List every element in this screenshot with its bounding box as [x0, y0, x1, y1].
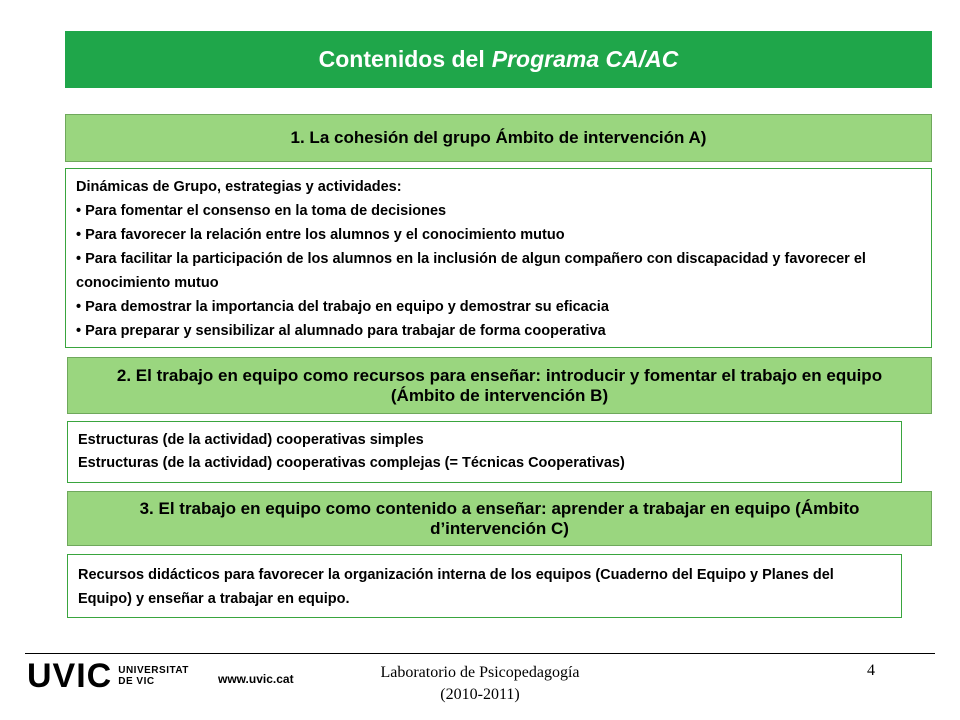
section3-header-text: 3. El trabajo en equipo como contenido a enseñar: aprender a trabajar en equipo (Ámbito d’intervención C): [139, 498, 860, 538]
section2-content: [67, 421, 902, 483]
uvic-logo-subtitle: [118, 665, 189, 687]
footer-lab-name: Laboratorio de Psicopedagogía: [380, 664, 580, 681]
section1-line: • Para favorecer la relación entre los alumnos y el conocimiento mutuo: [76, 227, 565, 243]
section1-line: • Para preparar y sensibilizar al alumnado para trabajar de forma cooperativa: [76, 323, 606, 339]
section1-line: • Para demostrar la importancia del trabajo en equipo y demostrar su eficacia: [76, 299, 609, 315]
section1-line: • Para fomentar el consenso en la toma de decisiones: [76, 203, 447, 219]
slide-title-italic: Programa CA/AC: [491, 46, 679, 72]
section1-content: [65, 168, 932, 348]
section2-line: Estructuras (de la actividad) cooperativas complejas (= Técnicas Cooperativas): [78, 455, 625, 471]
section1-line: • Para facilitar la participación de los alumnos en la inclusión de algun compañero con discapacidad y favorecer el conocimiento mutuo: [76, 251, 866, 291]
section1-header: [65, 114, 932, 162]
slide-title-main: Contenidos del: [318, 46, 485, 72]
uvic-logo: [27, 657, 189, 695]
section2-line: Estructuras (de la actividad) cooperativas simples: [78, 432, 424, 448]
section1-header-text: 1. La cohesión del grupo Ámbito de intervención A): [290, 128, 707, 147]
section2-header: [67, 357, 932, 414]
uvic-logo-text: UVIC: [27, 657, 113, 695]
section2-header-text: 2. El trabajo en equipo como recursos para enseñar: introducir y fomentar el trabajo en equipo (Ámbito de intervención B): [116, 365, 883, 405]
website-url: www.uvic.cat: [218, 672, 294, 686]
section1-line: Dinámicas de Grupo, estrategias y actividades:: [76, 179, 402, 195]
page-number: 4: [867, 662, 875, 679]
footer-center: [330, 662, 630, 706]
footer-divider: [25, 653, 935, 654]
section3-content: [67, 554, 902, 618]
slide-title: [65, 31, 932, 88]
section3-header: [67, 491, 932, 546]
section3-line: Recursos didácticos para favorecer la organización interna de los equipos (Cuaderno del Equipo y Planes del Equipo) y enseñar a trabajar en equipo.: [78, 567, 834, 607]
footer-year: (2010-2011): [440, 686, 520, 703]
uvic-logo-sub2: DE VIC: [118, 676, 155, 687]
uvic-logo-sub1: UNIVERSITAT: [118, 665, 189, 676]
